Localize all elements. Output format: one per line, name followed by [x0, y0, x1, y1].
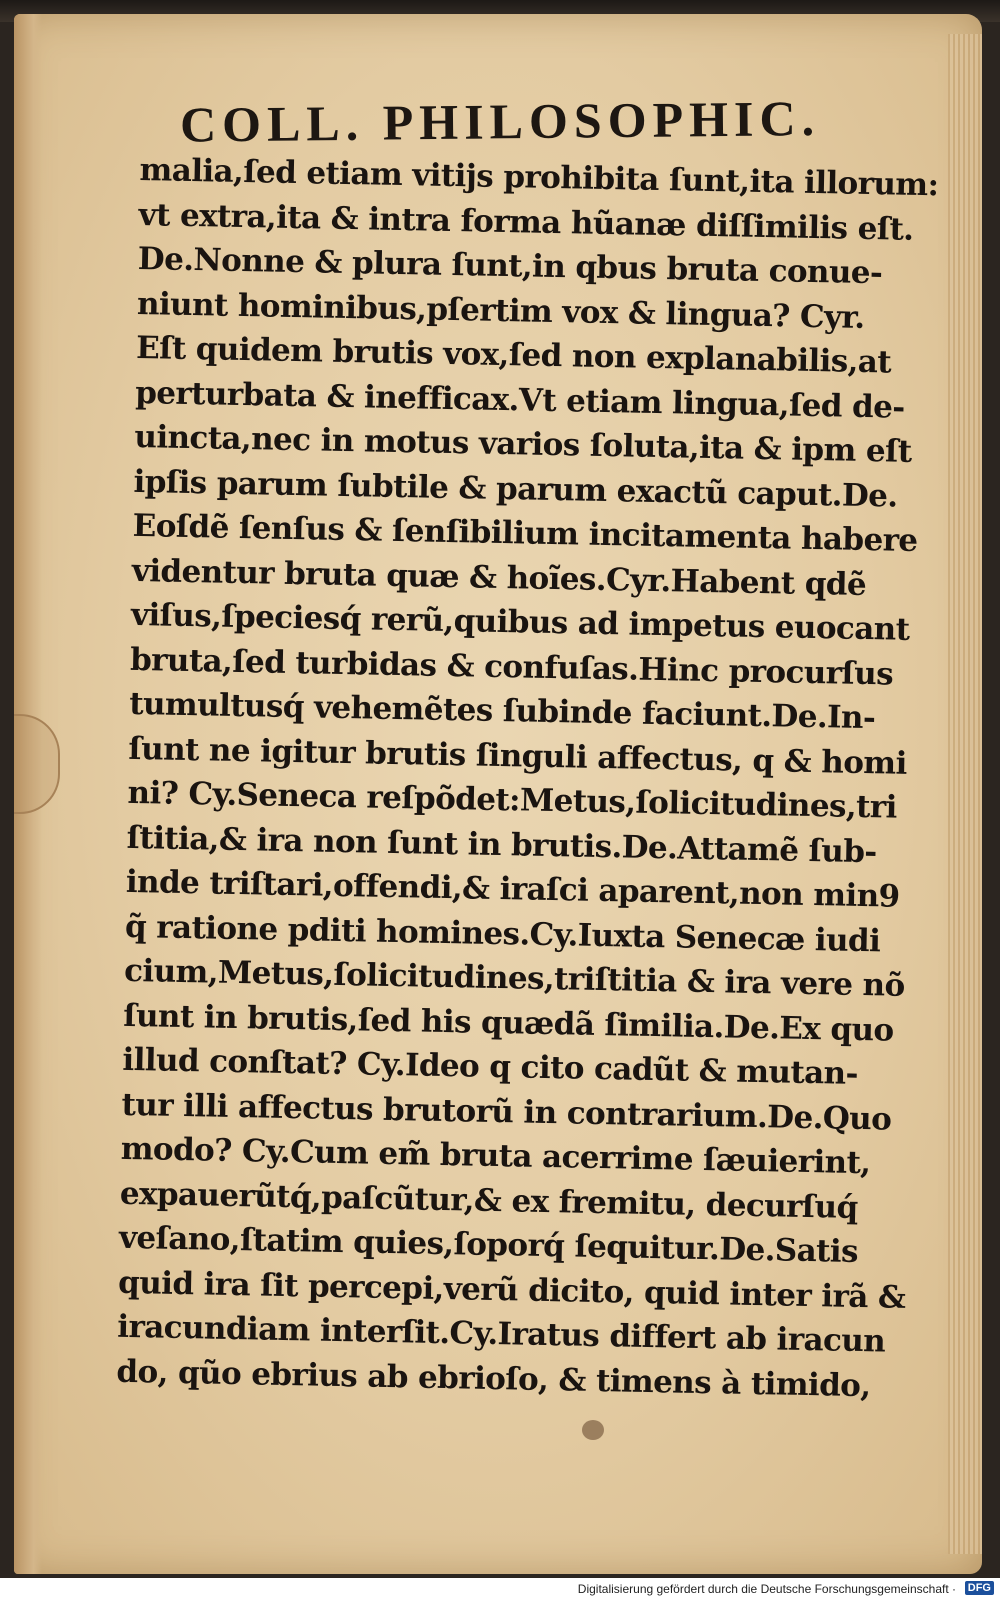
text-line: ſunt in brutis,ſed his quædã ſimilia.De.Ex quo	[123, 997, 894, 1049]
text-line: De.Nonne & plura ſunt,in qbus bruta conue-	[137, 240, 883, 292]
text-line: perturbata & inefficax.Vt etiam lingua,ſed de-	[134, 374, 905, 426]
text-line: veſano,ſtatim quies,ſoporq́ ſequitur.De.Satis	[118, 1219, 859, 1270]
digitization-credit: Digitalisierung gefördert durch die Deutsche Forschungsgemeinschaft ·	[577, 1582, 956, 1596]
ink-blot	[582, 1420, 604, 1440]
text-line: ſunt ne igitur brutis ſinguli affectus, q & homi	[128, 730, 908, 782]
text-line: modo? Cy.Cum em̃ bruta acerrime ſæuierint,	[120, 1130, 871, 1182]
text-line: tur illi affectus brutorũ in contrarium.De.Quo	[121, 1086, 892, 1138]
page-fore-edge	[948, 34, 982, 1554]
text-line: ſtitia,& ira non ſunt in brutis.De.Attamẽ ſub-	[126, 819, 877, 870]
text-line: bruta,ſed turbidas & confuſas.Hinc procurſus	[129, 641, 894, 693]
dfg-logo: DFG	[965, 1581, 994, 1595]
text-line: malia,ſed etiam vitijs prohibita ſunt,ita illorum:	[139, 151, 939, 204]
text-line: ni? Cy.Seneca reſpõdet:Metus,ſolicitudines,tri	[127, 774, 898, 826]
text-line: quid ira ſit percepi,verũ dicito, quid inter irã &	[117, 1264, 906, 1316]
running-title: COLL. PHILOSOPHIC.	[179, 89, 821, 153]
text-line: do, qũo ebrius ab ebrioſo, & timens à timido,	[116, 1353, 871, 1404]
text-line: Eſt quidem brutis vox,ſed non explanabilis,at	[135, 329, 892, 381]
text-line: illud conſtat? Cy.Ideo q cito cadũt & mutan-	[122, 1041, 859, 1092]
text-line: vt extra,ita & intra forma hũanæ diſſimilis eſt.	[138, 196, 914, 248]
text-line: q̃ ratione pditi homines.Cy.Iuxta Senecæ iudi	[124, 908, 881, 959]
text-line: Eoſdẽ ſenſus & ſenſibilium incitamenta habere	[132, 507, 918, 559]
text-line: cium,Metus,ſolicitudines,triſtitia & ira vere nõ	[123, 952, 905, 1004]
body-text	[116, 148, 940, 1409]
text-line: expauerũtq́,paſcũtur,& ex fremitu, decurſuq́	[119, 1175, 858, 1226]
text-line: iracundiam interſit.Cy.Iratus differt ab iracun	[117, 1308, 886, 1360]
text-line: niunt hominibus,pſertim vox & lingua? Cyr.	[136, 285, 865, 336]
clasp-mark	[14, 714, 60, 814]
text-line: viſus,ſpeciesq́ rerũ,quibus ad impetus euocant	[130, 596, 910, 648]
text-line: inde triſtari,offendi,& iraſci aparent,non min9	[125, 863, 900, 915]
text-line: tumultusq́ vehemẽtes ſubinde faciunt.De.In-	[128, 685, 876, 737]
text-line: uincta,nec in motus varios ſoluta,ita & ipm eſt	[134, 418, 912, 470]
text-line: videntur bruta quæ & hoĩes.Cyr.Habent qdẽ	[131, 552, 867, 603]
text-line: ipſis parum ſubtile & parum exactũ caput.De.	[133, 463, 898, 515]
